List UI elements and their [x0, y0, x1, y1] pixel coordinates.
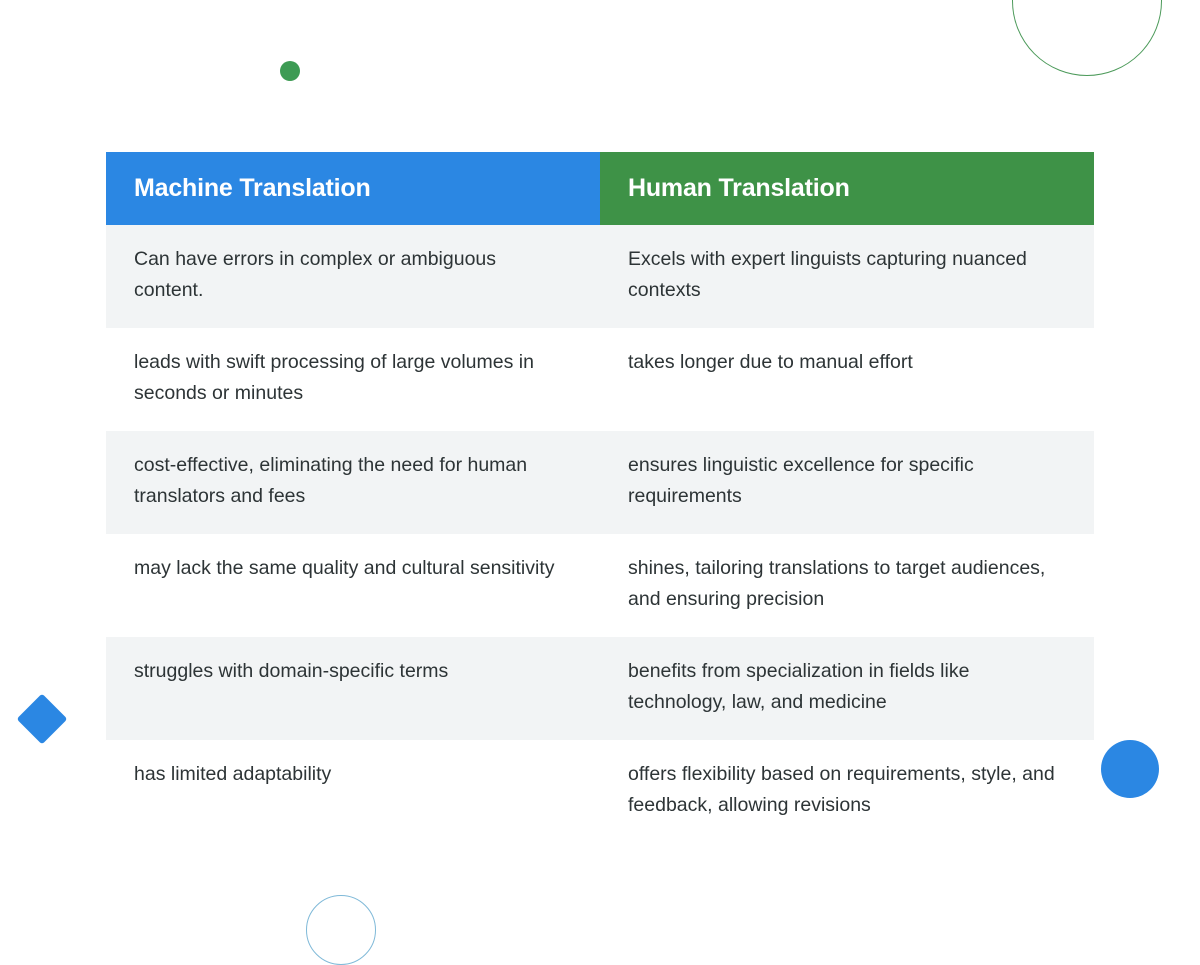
cell-machine-translation: leads with swift processing of large volumes in seconds or minutes: [106, 328, 600, 431]
column-header-machine-translation: Machine Translation: [106, 152, 600, 225]
table-header: [106, 152, 1094, 225]
cell-human-translation: takes longer due to manual effort: [600, 328, 1094, 431]
cell-human-translation: offers flexibility based on requirements, style, and feedback, allowing revisions: [600, 740, 1094, 843]
decorative-circle-outline-bottom: [306, 895, 376, 965]
cell-machine-translation: struggles with domain-specific terms: [106, 637, 600, 740]
cell-human-translation: ensures linguistic excellence for specific requirements: [600, 431, 1094, 534]
table-header-row: [106, 152, 1094, 225]
decorative-dot-blue-large: [1101, 740, 1159, 798]
table-row: [106, 637, 1094, 740]
comparison-table: [106, 152, 1094, 843]
table-row: [106, 534, 1094, 637]
cell-human-translation: Excels with expert linguists capturing nuanced contexts: [600, 225, 1094, 328]
cell-human-translation: benefits from specialization in fields like technology, law, and medicine: [600, 637, 1094, 740]
table-row: [106, 431, 1094, 534]
decorative-circle-outline-top: [1012, 0, 1162, 76]
table-row: [106, 225, 1094, 328]
cell-machine-translation: has limited adaptability: [106, 740, 600, 843]
decorative-diamond-blue: [17, 694, 68, 745]
comparison-table-wrapper: [106, 152, 1094, 843]
decorative-dot-green: [280, 61, 300, 81]
cell-machine-translation: cost-effective, eliminating the need for human translators and fees: [106, 431, 600, 534]
cell-machine-translation: Can have errors in complex or ambiguous content.: [106, 225, 600, 328]
column-header-human-translation: Human Translation: [600, 152, 1094, 225]
table-row: [106, 328, 1094, 431]
cell-human-translation: shines, tailoring translations to target audiences, and ensuring precision: [600, 534, 1094, 637]
table-row: [106, 740, 1094, 843]
cell-machine-translation: may lack the same quality and cultural sensitivity: [106, 534, 600, 637]
table-body: [106, 225, 1094, 843]
